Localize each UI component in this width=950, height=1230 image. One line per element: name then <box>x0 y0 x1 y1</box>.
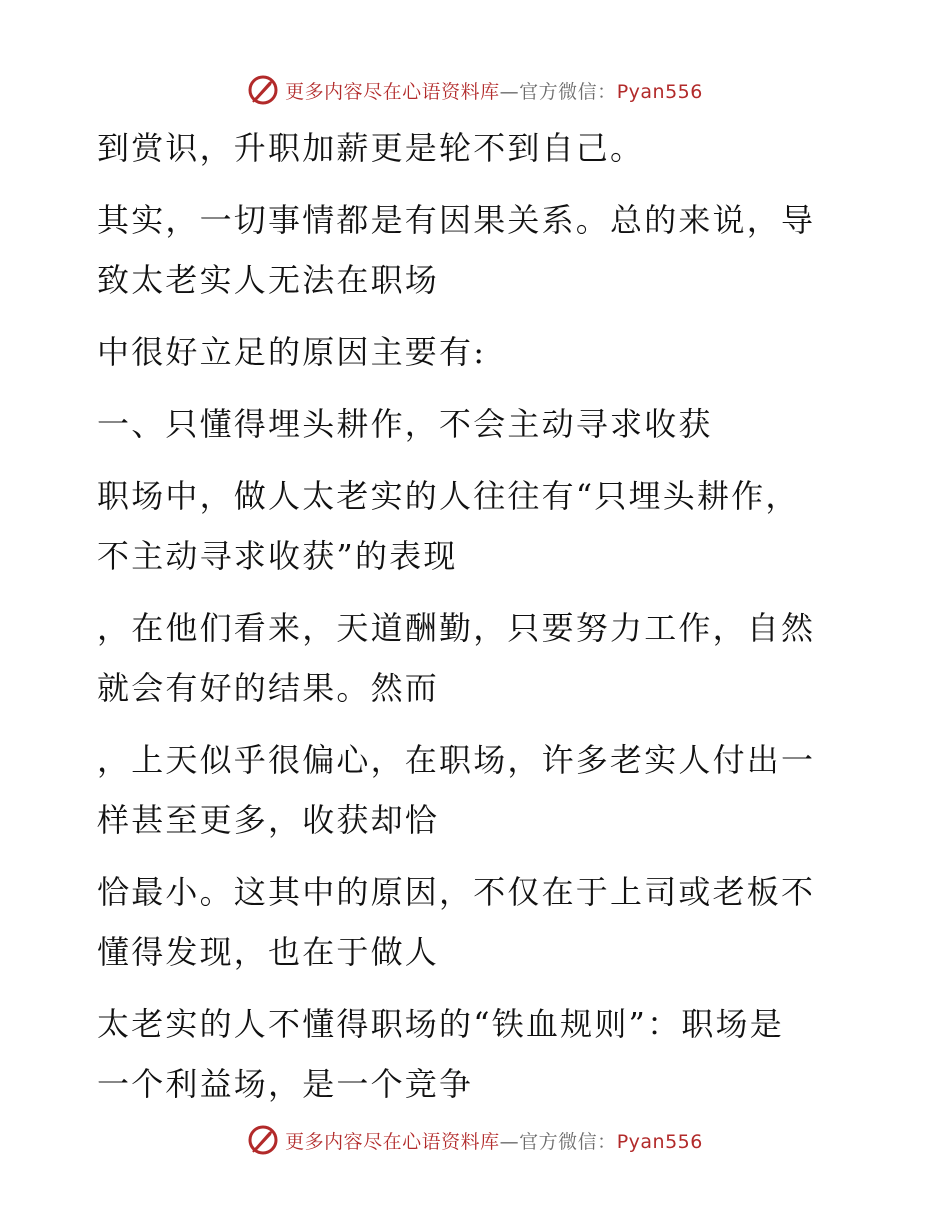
section-heading: 一、只懂得埋头耕作，不会主动寻求收获 <box>97 405 713 443</box>
text-line: ，在他们看来，天道酬勤，只要努力工作，自然 <box>97 609 816 647</box>
document-body <box>97 118 837 1114</box>
text-line: 懂得发现，也在于做人 <box>97 933 440 971</box>
text-line: 不主动寻求收获”的表现 <box>97 537 458 575</box>
text-line: 样甚至更多，收获却恰 <box>97 801 440 839</box>
text-line: 一个利益场，是一个竞争 <box>97 1065 474 1103</box>
paragraph <box>97 730 837 850</box>
footer-banner-text <box>285 1127 703 1154</box>
header-banner-text <box>285 77 703 104</box>
text-line: 其实，一切事情都是有因果关系。总的来说，导 <box>97 201 816 239</box>
banner-separator: —官方微信： <box>499 1130 617 1153</box>
banner-separator: —官方微信： <box>499 80 617 103</box>
paragraph <box>97 466 837 586</box>
text-line: 太老实的人不懂得职场的“铁血规则”：职场是 <box>97 1005 784 1043</box>
banner-wechat-id: Pyan556 <box>616 1130 703 1153</box>
paragraph <box>97 598 837 718</box>
paragraph <box>97 862 837 982</box>
paragraph <box>97 994 837 1114</box>
text-line: 就会有好的结果。然而 <box>97 669 440 707</box>
banner-wechat-id: Pyan556 <box>616 80 703 103</box>
text-line: ，上天似乎很偏心，在职场，许多老实人付出一 <box>97 741 816 779</box>
text-line: 中很好立足的原因主要有: <box>97 333 487 371</box>
banner-slogan: 更多内容尽在心语资料库 <box>285 80 500 103</box>
text-line: 致太老实人无法在职场 <box>97 261 440 299</box>
quill-pen-logo-icon <box>247 74 279 106</box>
text-line: 职场中，做人太老实的人往往有“只埋头耕作， <box>97 477 800 515</box>
banner-slogan: 更多内容尽在心语资料库 <box>285 1130 500 1153</box>
paragraph <box>97 190 837 310</box>
text-line: 到赏识，升职加薪更是轮不到自己。 <box>97 129 645 167</box>
text-line: 恰最小。这其中的原因，不仅在于上司或老板不 <box>97 873 816 911</box>
footer-banner <box>0 1120 950 1160</box>
quill-pen-logo-icon <box>247 1124 279 1156</box>
header-banner <box>0 70 950 110</box>
